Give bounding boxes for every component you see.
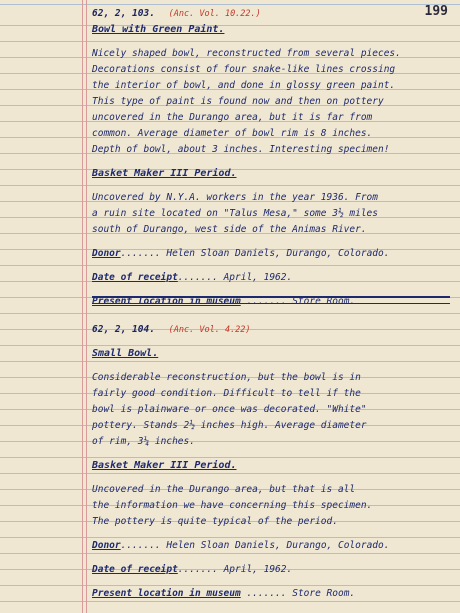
- description-line: pottery. Stands 2½ inches high. Average diameter: [92, 420, 367, 431]
- description-line: Nicely shaped bowl, reconstructed from several pieces.: [92, 48, 401, 59]
- donor-line: [92, 538, 450, 554]
- donor-line: [92, 246, 450, 262]
- leader-dots: .......: [120, 248, 161, 259]
- leader-dots: .......: [177, 272, 218, 283]
- voucher-note: (Anc. Vol. 10.22.): [168, 9, 261, 19]
- voucher-note: (Anc. Vol. 4.22): [168, 325, 251, 335]
- provenance-line: Uncovered in the Durango area, but that is all: [92, 484, 356, 495]
- description-line: Decorations consist of four snake-like lines crossing: [92, 64, 396, 75]
- description-line: common. Average diameter of bowl rim is 8 inches.: [92, 128, 373, 139]
- leader-dots: .......: [246, 296, 287, 307]
- catalog-number: 62, 2, 103.: [92, 8, 155, 19]
- location-value: Store Room.: [292, 296, 356, 307]
- margin-line: [82, 0, 83, 613]
- provenance-line: Uncovered by N.Y.A. workers in the year 1936. From: [92, 192, 378, 203]
- catalog-entry: [92, 322, 450, 602]
- date-label: Date of receipt: [92, 564, 178, 575]
- location-line: [92, 586, 450, 602]
- description-line: of rim, 3¼ inches.: [92, 436, 195, 447]
- donor-value: Helen Sloan Daniels, Durango, Colorado.: [166, 248, 390, 259]
- catalog-number: 62, 2, 104.: [92, 324, 155, 335]
- catalog-entry: [92, 6, 450, 310]
- provenance-line: the information we have concerning this specimen.: [92, 500, 373, 511]
- date-line: [92, 562, 450, 578]
- donor-value: Helen Sloan Daniels, Durango, Colorado.: [166, 540, 390, 551]
- description-line: the interior of bowl, and done in glossy green paint.: [92, 80, 396, 91]
- specimen-title: Small Bowl.: [92, 348, 159, 359]
- description-line: fairly good condition. Difficult to tell if the: [92, 388, 361, 399]
- location-label: Present location in museum: [92, 296, 241, 307]
- page-number: 199: [424, 4, 448, 19]
- provenance-line: a ruin site located on "Talus Mesa," some 3½ miles: [92, 208, 378, 219]
- description-line: This type of paint is found now and then on pottery: [92, 96, 384, 107]
- description-line: Considerable reconstruction, but the bowl is in: [92, 372, 361, 383]
- provenance-line: south of Durango, west side of the Animas River.: [92, 224, 367, 235]
- margin-line: [86, 0, 87, 613]
- specimen-title: Bowl with Green Paint.: [92, 24, 225, 35]
- date-value: April, 1962.: [223, 564, 293, 575]
- period-heading: Basket Maker III Period.: [92, 460, 237, 471]
- donor-label: Donor: [92, 540, 121, 551]
- location-value: Store Room.: [292, 588, 356, 599]
- leader-dots: .......: [177, 564, 218, 575]
- location-label: Present location in museum: [92, 588, 241, 599]
- leader-dots: .......: [120, 540, 161, 551]
- leader-dots: .......: [246, 588, 287, 599]
- entry-separator: [92, 296, 450, 304]
- period-heading: Basket Maker III Period.: [92, 168, 237, 179]
- description-line: Depth of bowl, about 3 inches. Interesting specimen!: [92, 144, 390, 155]
- date-line: [92, 270, 450, 286]
- description-line: uncovered in the Durango area, but it is far from: [92, 112, 373, 123]
- date-label: Date of receipt: [92, 272, 178, 283]
- donor-label: Donor: [92, 248, 121, 259]
- provenance-line: The pottery is quite typical of the period.: [92, 516, 338, 527]
- date-value: April, 1962.: [223, 272, 293, 283]
- description-line: bowl is plainware or once was decorated. "White": [92, 404, 367, 415]
